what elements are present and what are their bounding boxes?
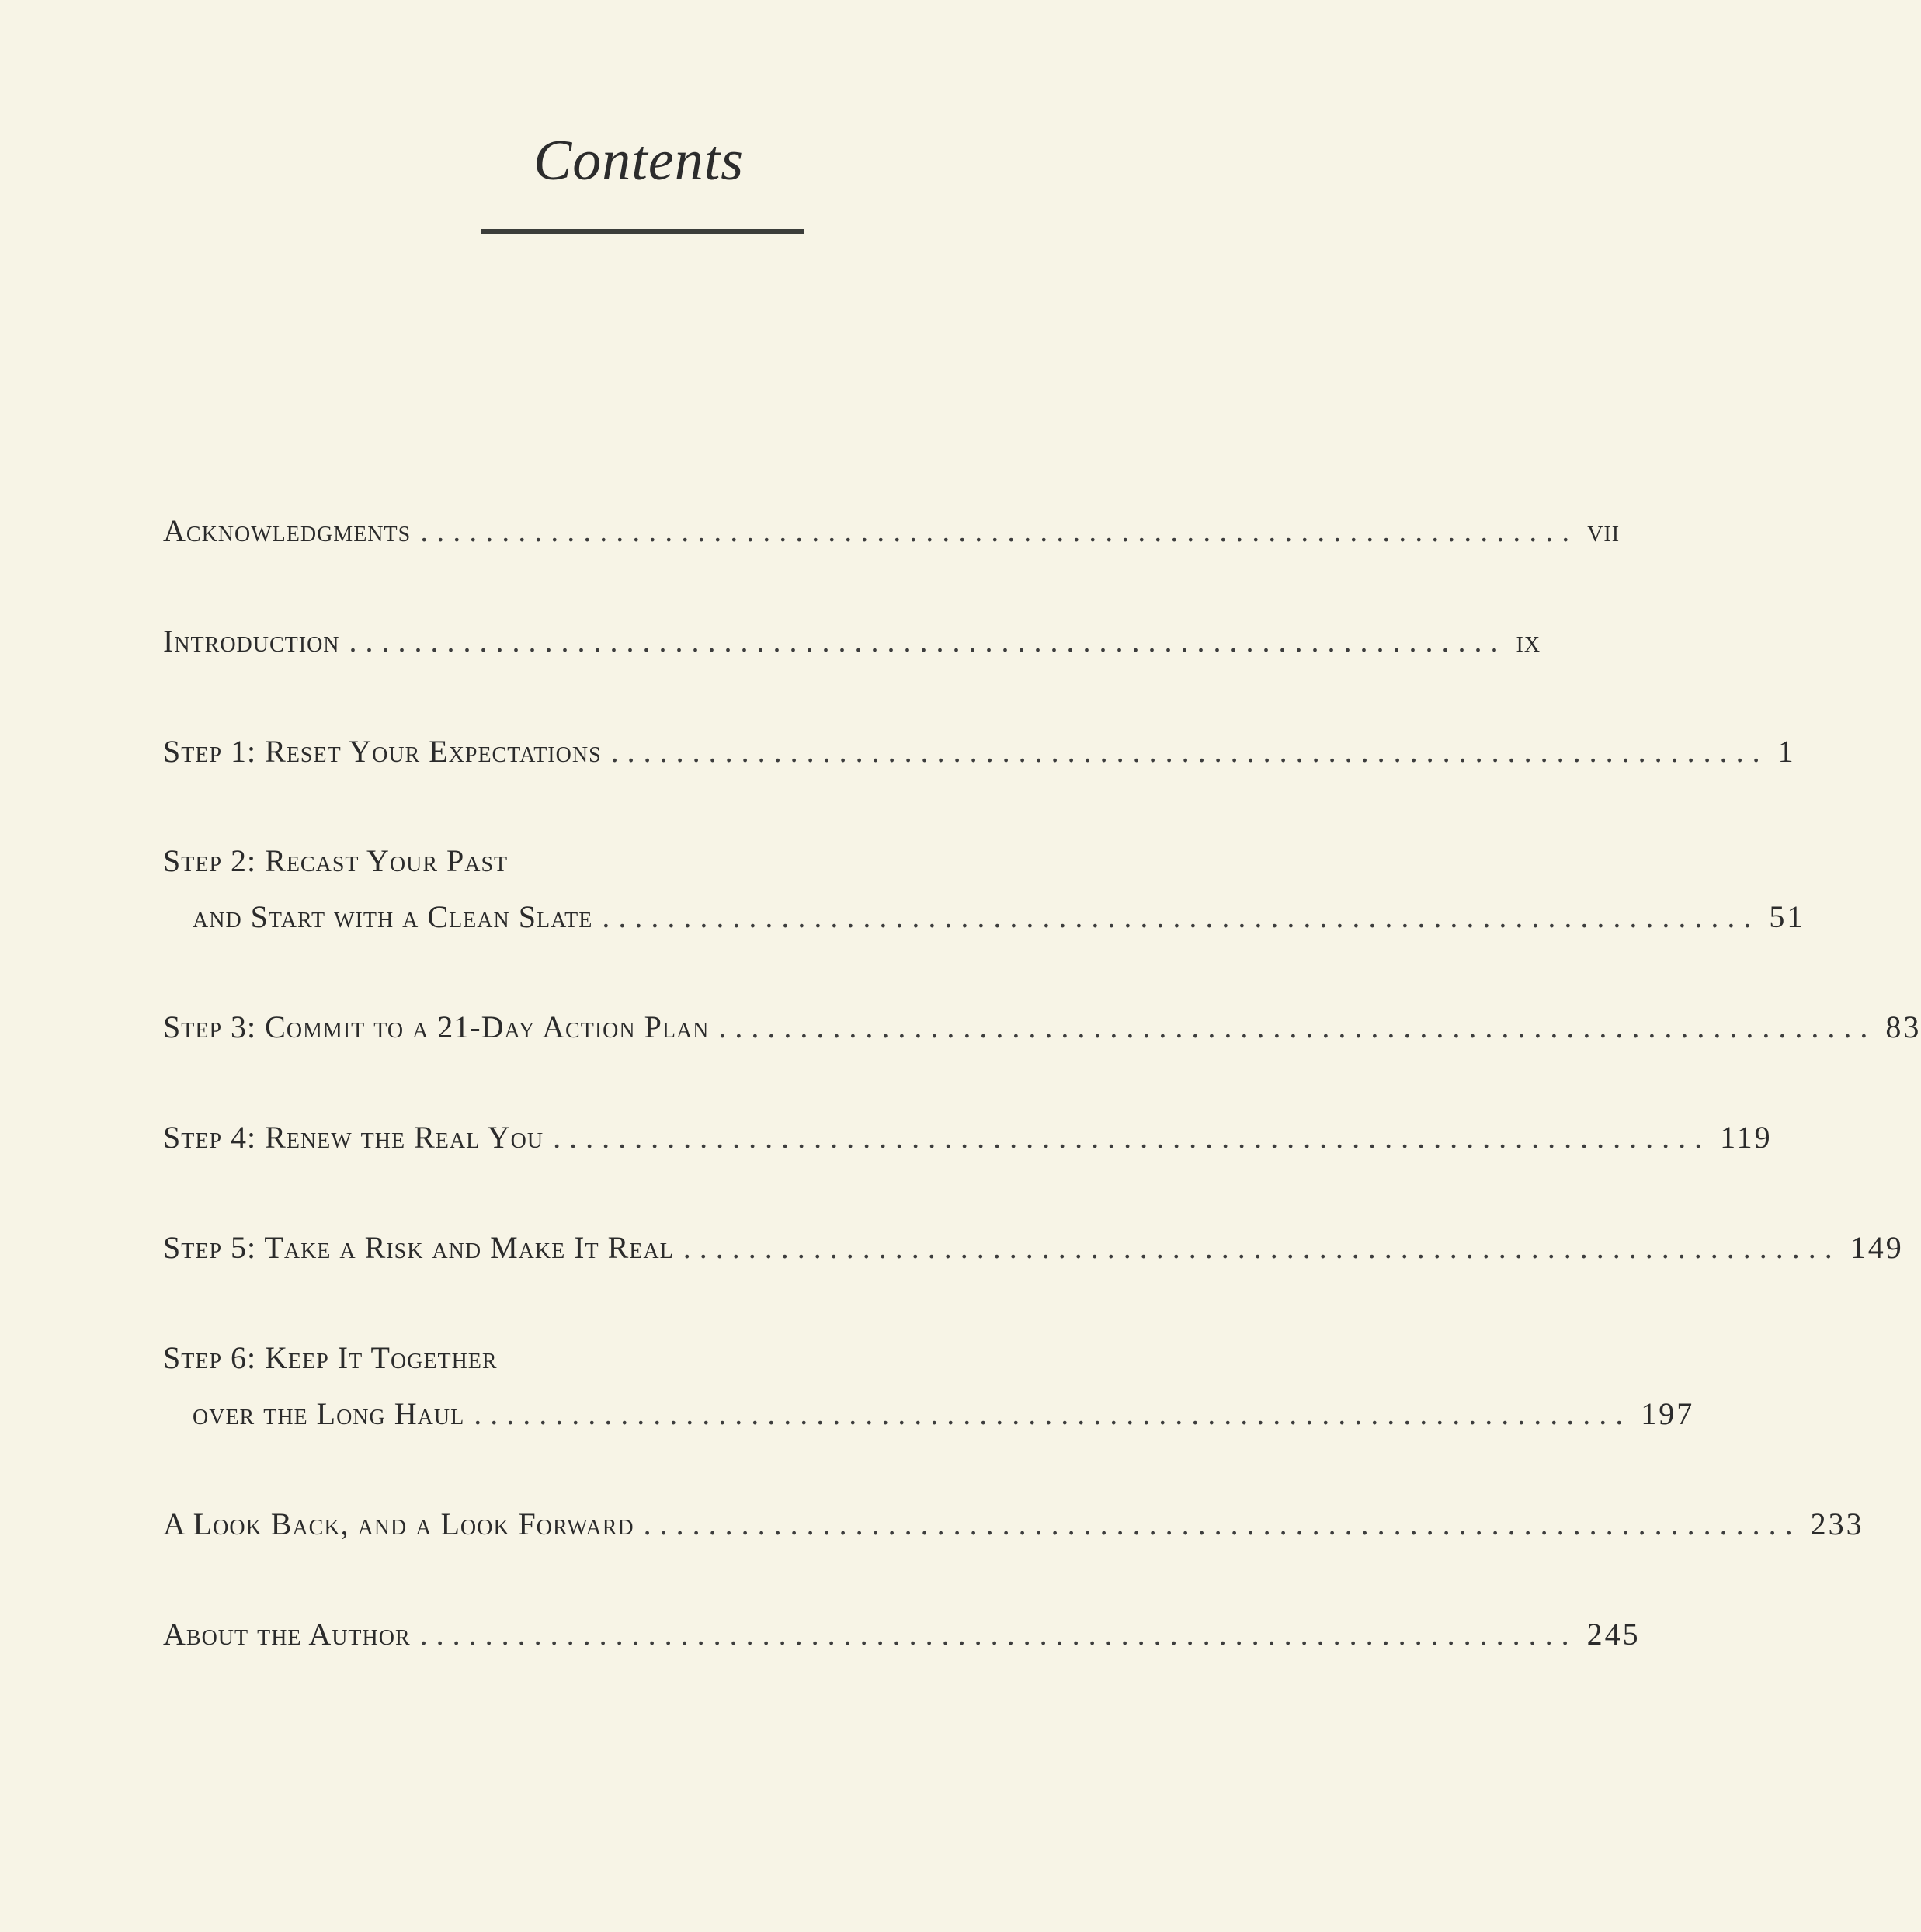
- dot-leader: .......................................................................: [643, 1506, 1801, 1541]
- toc-page-number: 51: [1769, 899, 1805, 934]
- toc-entry-label: Step 4: Renew the Real You: [163, 1120, 544, 1155]
- dot-leader: .......................................................................: [602, 899, 1760, 934]
- toc-entry-introduction[interactable]: [163, 623, 1541, 677]
- toc-entry-step-3[interactable]: [163, 1009, 1921, 1063]
- toc-page-number: vii: [1587, 513, 1621, 548]
- toc-entry-label: About the Author: [163, 1617, 411, 1652]
- toc-entry-step-6-line-1[interactable]: [163, 1340, 1101, 1394]
- toc-entry-label: Introduction: [163, 624, 340, 658]
- dot-leader: .......................................................................: [419, 1617, 1578, 1652]
- toc-page-number: 119: [1720, 1120, 1773, 1155]
- toc-page-number: 149: [1850, 1230, 1904, 1265]
- toc-entry-step-4[interactable]: [163, 1119, 1773, 1173]
- dot-leader: .......................................................................: [683, 1230, 1841, 1265]
- toc-entry-label: Step 3: Commit to a 21-Day Action Plan: [163, 1009, 710, 1044]
- toc-entry-label: Step 5: Take a Risk and Make It Real: [163, 1230, 674, 1265]
- toc-entry-acknowledgments[interactable]: [163, 513, 1621, 567]
- toc-page-number: 245: [1586, 1617, 1641, 1652]
- toc-page-number: 83: [1885, 1009, 1921, 1044]
- toc-entry-look-back[interactable]: [163, 1506, 1864, 1560]
- toc-entry-label: A Look Back, and a Look Forward: [163, 1506, 634, 1541]
- toc-entry-step-2-line-1[interactable]: [163, 843, 1101, 897]
- toc-entry-step-2-line-2[interactable]: [193, 898, 1805, 953]
- toc-entry-step-1[interactable]: [163, 733, 1796, 787]
- dot-leader: .......................................................................: [474, 1396, 1632, 1431]
- dot-leader: .......................................................................: [420, 513, 1579, 548]
- toc-entry-label: Step 1: Reset Your Expectations: [163, 734, 602, 769]
- toc-page-number: ix: [1516, 624, 1541, 658]
- toc-entry-label-continued: and Start with a Clean Slate: [193, 899, 593, 934]
- toc-entry-step-5[interactable]: [163, 1229, 1904, 1284]
- toc-page-number: 233: [1810, 1506, 1864, 1541]
- toc-page-number: 1: [1777, 734, 1796, 769]
- toc-page-number: 197: [1641, 1396, 1695, 1431]
- dot-leader: .......................................................................: [718, 1009, 1877, 1044]
- toc-entry-label: Step 6: Keep It Together: [163, 1340, 498, 1375]
- toc-entry-label-continued: over the Long Haul: [193, 1396, 465, 1431]
- dot-leader: .......................................................................: [610, 734, 1769, 769]
- title-rule: [481, 229, 804, 234]
- toc-entry-step-6-line-2[interactable]: [193, 1395, 1695, 1450]
- dot-leader: .......................................................................: [349, 624, 1507, 658]
- toc-entry-label: Step 2: Recast Your Past: [163, 843, 509, 878]
- page-title: Contents: [533, 129, 745, 193]
- toc-entry-label: Acknowledgments: [163, 513, 412, 548]
- toc-entry-about-author[interactable]: [163, 1616, 1641, 1670]
- dot-leader: .......................................................................: [553, 1120, 1711, 1155]
